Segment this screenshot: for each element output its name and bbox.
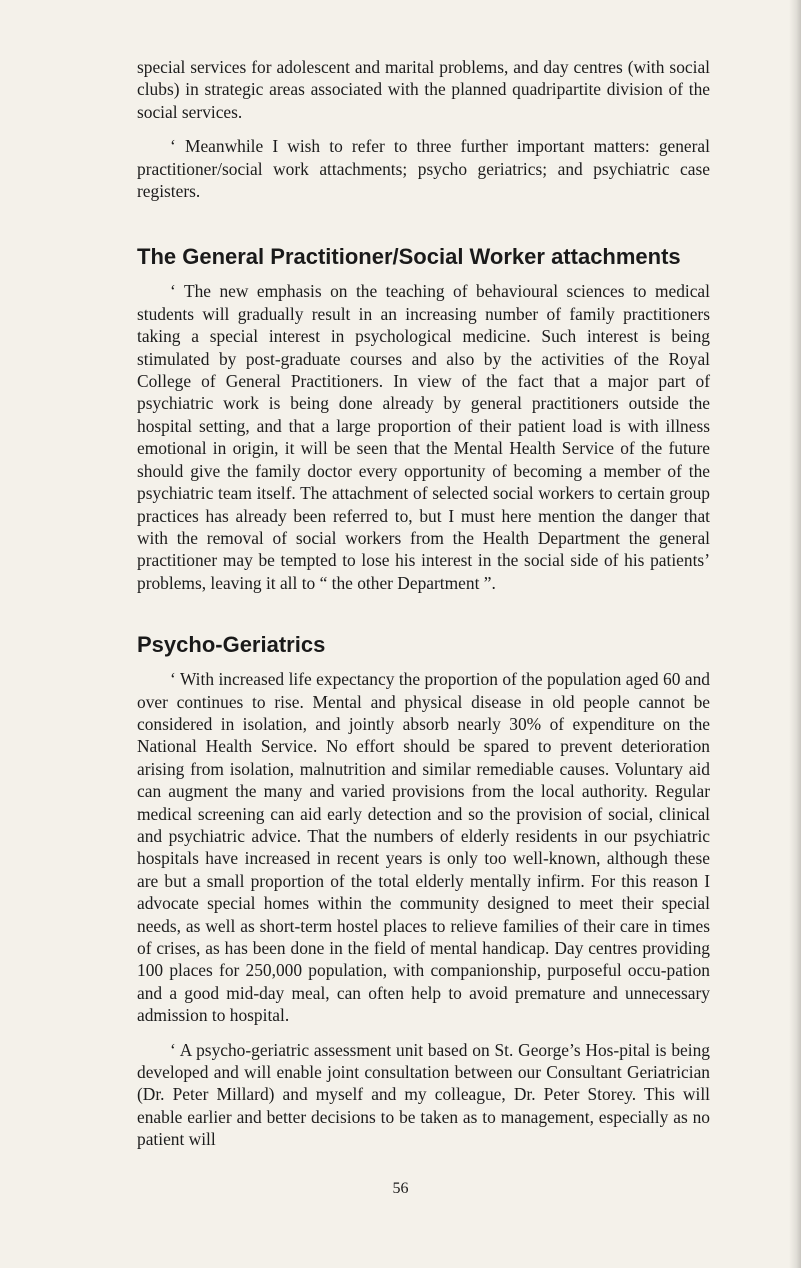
paragraph-assessment-unit: ‘ A psycho-geriatric assessment unit based on St. George’s Hos-pital is being developed and will enable joint consultation between our Consultant Geriatrician (Dr. Peter Millard) and myself and my colleague, Dr. Peter Storey. This will enable earlier and better decisions to be taken as to management, especially as no patient will (137, 1039, 710, 1150)
section-heading-psycho-geriatrics: Psycho-Geriatrics (137, 632, 326, 658)
paragraph-continuation: special services for adolescent and marital problems, and day centres (with social clubs) in strategic areas associated with the planned quadripartite division of the social services. (137, 57, 710, 122)
paragraph-attachments: ‘ The new emphasis on the teaching of behavioural sciences to medical students will gradually result in an increasing number of family practitioners taking a special interest in psychological medicine. Such interest is being stimulated by post-graduate courses and also by the activities of the Royal College of General Practitioners. In view of the fact that a major part of psychiatric work is being done already by general practitioners outside the hospital setting, and that a large proportion of their patient load is with illness emotional in origin, it will be seen that the Mental Health Service of the future should give the family doctor every opportunity of becoming a member of the psychiatric team itself. The attachment of selected social workers to certain group practices has already been referred to, but I must here mention the danger that with the removal of social workers from the Health Department the general practitioner may be tempted to lose his interest in the social side of his patients’ problems, leaving it all to “ the other Department ”. (137, 281, 710, 593)
section-heading-attachments: The General Practitioner/Social Worker attachments (137, 244, 681, 270)
document-body (137, 56, 710, 1151)
page-edge-shadow (789, 0, 801, 1268)
paragraph-life-expectancy: ‘ With increased life expectancy the proportion of the population aged 60 and over continues to rise. Mental and physical disease in old people cannot be considered in isolation, and jointly absorb nearly 30% of expenditure on the National Health Service. No effort should be spared to prevent deterioration arising from isolation, malnutrition and similar remediable causes. Voluntary aid can augment the many and varied provisions from the local authority. Regular medical screening can aid early detection and so the provision of social, clinical and psychiatric advice. That the numbers of elderly residents in our psychiatric hospitals have increased in recent years is only too well-known, although these are but a small proportion of the total elderly mentally infirm. For this reason I advocate special homes within the community designed to meet their special needs, as well as short-term hostel places to relieve families of their care in times of crises, as has been done in the field of mental handicap. Day centres providing 100 places for 250,000 population, with companionship, purposeful occu-pation and a good mid-day meal, can often help to avoid premature and unnecessary admission to hospital. (137, 669, 710, 1026)
page-number: 56 (392, 1180, 409, 1197)
paragraph-meanwhile: ‘ Meanwhile I wish to refer to three further important matters: general practitioner/social work attachments; psycho geriatrics; and psychiatric case registers. (137, 136, 710, 202)
